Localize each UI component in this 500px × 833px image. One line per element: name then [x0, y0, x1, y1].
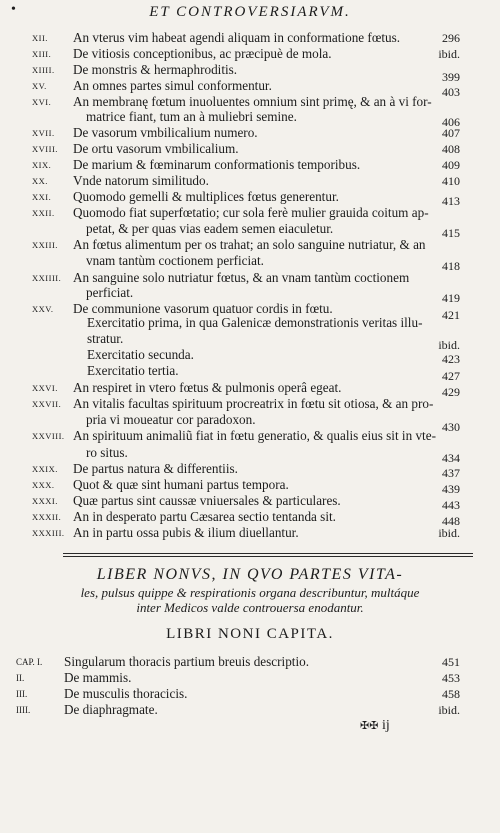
- chapter-number: XVIII.: [32, 144, 58, 154]
- chapter-number: XXXIII.: [32, 528, 65, 538]
- page-number: ibid.: [438, 703, 460, 717]
- chapter-title: An vitalis facultas spirituum procreatrix in fœtu sit otiosa, & an pro-: [73, 396, 434, 411]
- page-mark: •: [11, 2, 16, 17]
- chapter-title: ro situs.: [86, 445, 128, 460]
- chapter-number: XVI.: [32, 97, 52, 107]
- contents-entry-line: [0, 428, 500, 444]
- chapter-number: XXI.: [32, 192, 52, 202]
- chapter-number: XX.: [32, 176, 48, 186]
- chapter-number: XV.: [32, 81, 47, 91]
- chapter-title: stratur.: [87, 331, 124, 346]
- chapter-title: perficiat.: [86, 285, 134, 300]
- page-number: 451: [442, 655, 460, 669]
- chapter-title: Quomodo fiat superfœtatio; cur sola ferè mulier grauida coitum ap-: [73, 205, 429, 220]
- chapter-number: XXII.: [32, 208, 55, 218]
- capita-entry: [0, 654, 500, 670]
- capita-title: De diaphragmate.: [64, 702, 158, 717]
- chapter-title: pria vi moueatur cor paradoxon.: [86, 412, 256, 427]
- liber-title-line-1: LIBER NONVS, IN QVO PARTES VITA-: [96, 566, 404, 583]
- contents-entry-line: [0, 205, 500, 221]
- page-number: 429: [442, 385, 460, 399]
- chapter-title: An omnes partes simul conformentur.: [73, 78, 272, 93]
- chapter-title: De partus natura & differentiis.: [73, 461, 238, 476]
- chapter-title: vnam tantùm coctionem perficiat.: [86, 253, 264, 268]
- page-number: ibid.: [438, 47, 460, 61]
- chapter-number: XXVIII.: [32, 431, 65, 441]
- page-number: 418: [442, 259, 460, 273]
- page-ref-row: [0, 46, 500, 62]
- chapter-number: XII.: [32, 33, 48, 43]
- chapter-title: An in desperato partu Cæsarea sectio tentanda sit.: [73, 509, 336, 524]
- chapter-title: De marium & fœminarum conformationis temporibus.: [73, 157, 361, 172]
- capita-title: De mammis.: [64, 670, 132, 685]
- capita-title: De musculis thoracicis.: [64, 686, 188, 701]
- page-number: 408: [442, 142, 460, 156]
- capita-entry: [0, 702, 500, 718]
- page-number: 410: [442, 174, 460, 188]
- page-number: 296: [442, 31, 460, 45]
- page-number: 439: [442, 482, 460, 496]
- chapter-number: XXXII.: [32, 512, 62, 522]
- page-number: ibid.: [438, 338, 460, 352]
- page-ref-row: [0, 30, 500, 46]
- rule-top: [63, 553, 473, 554]
- page-ref-row: [0, 125, 500, 141]
- page-number: 427: [442, 369, 460, 383]
- chapter-number: XXXI.: [32, 496, 58, 506]
- page-number: 437: [442, 466, 460, 480]
- chapter-number: XXX.: [32, 480, 55, 490]
- chapter-number: XXIII.: [32, 240, 58, 250]
- page-number: 443: [442, 498, 460, 512]
- page-number: 399: [442, 70, 460, 84]
- chapter-title: An sanguine solo nutriatur fœtus, & an vnam tantùm coctionem: [73, 270, 410, 285]
- chapter-title: An vterus vim habeat agendi aliquam in conformatione fœtus.: [73, 30, 401, 45]
- capita-number: CAP. I.: [16, 657, 43, 667]
- capita-number: III.: [16, 689, 28, 699]
- chapter-title: An spirituum animaliũ fiat in fœtu generatio, & qualis eius sit in vte-: [73, 428, 436, 443]
- chapter-number: XXIIII.: [32, 273, 62, 283]
- page-number: 406: [442, 115, 460, 129]
- rule-top-inner: [63, 556, 473, 557]
- chapter-number: XVII.: [32, 128, 55, 138]
- page-ref-row: [0, 157, 500, 173]
- cross-icon: ✠✠: [360, 719, 379, 732]
- chapter-title: Exercitatio prima, in qua Galenicæ demonstrationis veritas illu-: [87, 315, 423, 330]
- chapter-number: XIIII.: [32, 65, 55, 75]
- chapter-number: XIX.: [32, 160, 52, 170]
- chapter-title: petat, & per quas vias eadem semen eiaculetur.: [86, 221, 334, 236]
- chapter-title: Exercitatio tertia.: [87, 363, 179, 378]
- page-number: 409: [442, 158, 460, 172]
- page-number: 413: [442, 194, 460, 208]
- page-number: 430: [442, 420, 460, 434]
- page-ref-row: [0, 141, 500, 157]
- page-number: ibid.: [438, 526, 460, 540]
- chapter-number: XXVI.: [32, 383, 58, 393]
- chapter-title: Quomodo gemelli & multiplices fœtus generentur.: [73, 189, 339, 204]
- chapter-title: matrice fiant, tum an à muliebri semine.: [86, 109, 297, 124]
- contents-entry-line: [0, 315, 500, 331]
- page-number: 403: [442, 85, 460, 99]
- running-head: ET CONTROVERSIARVM.: [149, 4, 351, 20]
- chapter-title: De vitiosis conceptionibus, ac præcipuè de mola.: [73, 46, 332, 61]
- liber-title-line-3: inter Medicos valde controuersa enodantur.: [136, 600, 364, 615]
- chapter-title: Quæ partus sint caussæ vniuersales & particulares.: [73, 493, 341, 508]
- page-number: 415: [442, 226, 460, 240]
- capita-entry: [0, 686, 500, 702]
- page-number: 419: [442, 291, 460, 305]
- signature-text: ij: [381, 718, 390, 733]
- chapter-title: Quot & quæ sint humani partus tempora.: [73, 477, 289, 492]
- chapter-title: An membranę fœtum inuoluentes omnium sint primę, & an à vi for-: [73, 94, 432, 109]
- chapter-title: De vasorum vmbilicalium numero.: [73, 125, 258, 140]
- page-number: 407: [442, 126, 460, 140]
- chapter-number: XXVII.: [32, 399, 62, 409]
- chapter-title: Exercitatio secunda.: [87, 347, 194, 362]
- page-number: 434: [442, 451, 460, 465]
- page-number: 421: [442, 308, 460, 322]
- chapter-title: An respiret in vtero fœtus & pulmonis operâ egeat.: [73, 380, 342, 395]
- chapter-title: An in partu ossa pubis & ilium diuellantur.: [73, 525, 299, 540]
- chapter-title: De monstris & hermaphroditis.: [73, 62, 238, 77]
- chapter-number: XIII.: [32, 49, 52, 59]
- liber-title-line-2: les, pulsus quippe & respirationis organa describuntur, multáque: [80, 585, 420, 600]
- contents-entry-line: [0, 94, 500, 110]
- contents-entry-line: [0, 396, 500, 412]
- contents-entry-line: [0, 237, 500, 253]
- chapter-title: De communione vasorum quatuor cordis in fœtu.: [73, 301, 333, 316]
- page-number: 448: [442, 514, 460, 528]
- capita-heading: LIBRI NONI CAPITA.: [166, 626, 334, 642]
- capita-number: II.: [16, 673, 25, 683]
- signature-mark: [360, 718, 390, 734]
- capita-number: IIII.: [16, 705, 31, 715]
- chapter-title: An fœtus alimentum per os trahat; an solo sanguine nutriatur, & an: [73, 237, 426, 252]
- chapter-number: XXV.: [32, 304, 54, 314]
- chapter-title: De ortu vasorum vmbilicalium.: [73, 141, 239, 156]
- page-ref-row: [0, 525, 500, 541]
- page-number: 423: [442, 352, 460, 366]
- page-number: 458: [442, 687, 460, 701]
- capita-title: Singularum thoracis partium breuis descriptio.: [64, 654, 310, 669]
- chapter-number: XXIX.: [32, 464, 58, 474]
- capita-entry: [0, 670, 500, 686]
- contents-entry-line: [0, 270, 500, 286]
- page-ref-row: [0, 173, 500, 189]
- chapter-title: Vnde natorum similitudo.: [73, 173, 209, 188]
- page-number: 453: [442, 671, 460, 685]
